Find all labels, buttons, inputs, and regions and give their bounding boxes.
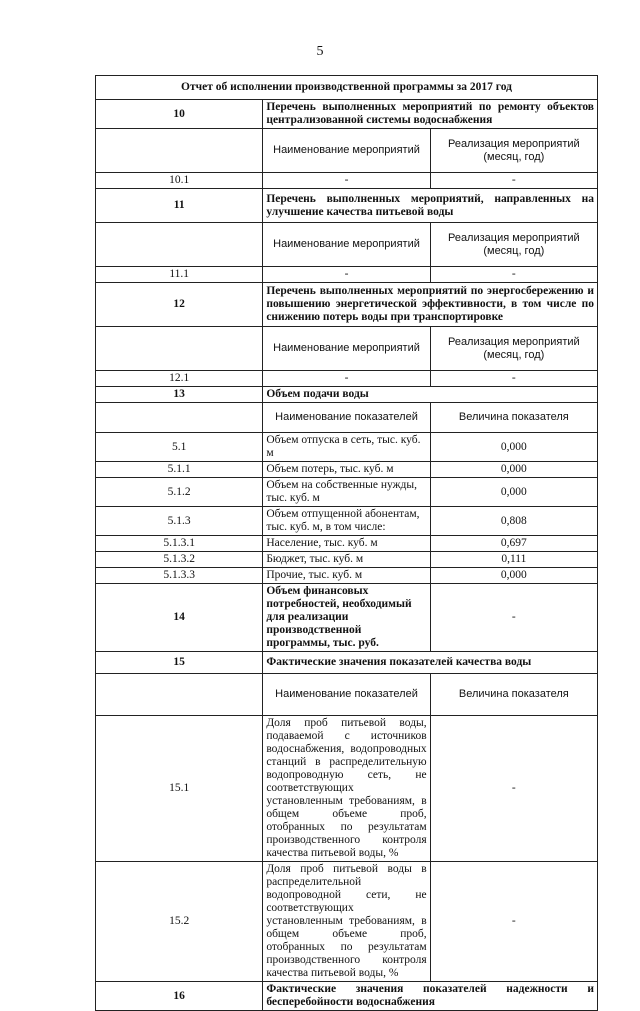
- header-row: [96, 129, 598, 173]
- section-row-16: [96, 982, 598, 1011]
- section-title: Объем подачи воды: [263, 387, 598, 403]
- header-measure-name: Наименование мероприятий: [263, 223, 430, 267]
- header-indicator-name: Наименование показателей: [263, 674, 430, 716]
- header-row: [96, 327, 598, 371]
- section-number: 13: [96, 387, 263, 403]
- row-number: 15.1: [96, 716, 263, 862]
- section-title: Объем финансовых потребностей, необходимый для реализации производственной программы, тыс. руб.: [263, 584, 430, 652]
- section-row-15: [96, 652, 598, 674]
- table-row: [96, 267, 598, 283]
- section-number: 10: [96, 100, 263, 129]
- section-number: 11: [96, 189, 263, 223]
- row-value: -: [430, 716, 597, 862]
- section-row-13: [96, 387, 598, 403]
- report-table: [95, 75, 598, 1011]
- section-row-14: [96, 584, 598, 652]
- section-title: Перечень выполненных мероприятий по энергосбережению и повышению энергетической эффективности, в том числе по снижению потерь воды при транспортировке: [263, 283, 598, 327]
- title-row: [96, 76, 598, 100]
- row-value: -: [430, 371, 597, 387]
- row-number: 5.1.2: [96, 478, 263, 507]
- section-number: 14: [96, 584, 263, 652]
- row-name: Бюджет, тыс. куб. м: [263, 552, 430, 568]
- row-value: 0,000: [430, 433, 597, 462]
- row-name: Доля проб питьевой воды, подаваемой с источников водоснабжения, водопроводных станций в распределительную водопроводную сеть, не соответствующих установленным требованиям, в общем объеме проб, отобранных по результатам производственного контроля качества питьевой воды, %: [263, 716, 430, 862]
- row-name: Доля проб питьевой воды в распределительной водопроводной сети, не соответствующих установленным требованиям, в общем объеме проб, отобранных по результатам производственного контроля качества питьевой воды, %: [263, 862, 430, 982]
- row-name: Население, тыс. куб. м: [263, 536, 430, 552]
- section-title: Перечень выполненных мероприятий, направленных на улучшение качества питьевой воды: [263, 189, 598, 223]
- header-row: [96, 223, 598, 267]
- table-row: [96, 536, 598, 552]
- section-value: -: [430, 584, 597, 652]
- row-name: -: [263, 267, 430, 283]
- row-value: -: [430, 862, 597, 982]
- row-number: 5.1.1: [96, 462, 263, 478]
- section-row-10: [96, 100, 598, 129]
- row-number: 5.1.3.1: [96, 536, 263, 552]
- row-value: -: [430, 267, 597, 283]
- section-number: 16: [96, 982, 263, 1011]
- table-row: [96, 507, 598, 536]
- row-number: 5.1.3.3: [96, 568, 263, 584]
- row-number: 5.1: [96, 433, 263, 462]
- row-name: Объем отпущенной абонентам, тыс. куб. м, в том числе:: [263, 507, 430, 536]
- header-indicator-value: Величина показателя: [430, 403, 597, 433]
- row-name: -: [263, 173, 430, 189]
- header-row: [96, 674, 598, 716]
- row-name: Прочие, тыс. куб. м: [263, 568, 430, 584]
- row-number: 5.1.3: [96, 507, 263, 536]
- section-title: Фактические значения показателей качества воды: [263, 652, 598, 674]
- table-row: [96, 173, 598, 189]
- row-value: 0,808: [430, 507, 597, 536]
- row-name: -: [263, 371, 430, 387]
- row-value: -: [430, 173, 597, 189]
- row-value: 0,697: [430, 536, 597, 552]
- header-indicator-name: Наименование показателей: [263, 403, 430, 433]
- table-row: [96, 478, 598, 507]
- section-title: Перечень выполненных мероприятий по ремонту объектов централизованной системы водоснабжения: [263, 100, 598, 129]
- row-value: 0,000: [430, 478, 597, 507]
- table-row: [96, 371, 598, 387]
- table-row: [96, 716, 598, 862]
- table-row: [96, 433, 598, 462]
- row-value: 0,000: [430, 568, 597, 584]
- report-title: Отчет об исполнении производственной программы за 2017 год: [96, 76, 598, 100]
- table-row: [96, 568, 598, 584]
- header-row: [96, 403, 598, 433]
- table-row: [96, 552, 598, 568]
- table-row: [96, 862, 598, 982]
- section-number: 15: [96, 652, 263, 674]
- header-realization: Реализация мероприятий (месяц, год): [430, 129, 597, 173]
- section-number: 12: [96, 283, 263, 327]
- header-realization: Реализация мероприятий (месяц, год): [430, 327, 597, 371]
- row-value: 0,111: [430, 552, 597, 568]
- section-row-11: [96, 189, 598, 223]
- row-name: Объем на собственные нужды, тыс. куб. м: [263, 478, 430, 507]
- page-number: 5: [316, 44, 324, 59]
- row-number: 10.1: [96, 173, 263, 189]
- header-indicator-value: Величина показателя: [430, 674, 597, 716]
- row-number: 15.2: [96, 862, 263, 982]
- row-number: 12.1: [96, 371, 263, 387]
- header-measure-name: Наименование мероприятий: [263, 327, 430, 371]
- row-number: 5.1.3.2: [96, 552, 263, 568]
- row-name: Объем потерь, тыс. куб. м: [263, 462, 430, 478]
- row-name: Объем отпуска в сеть, тыс. куб. м: [263, 433, 430, 462]
- table-row: [96, 462, 598, 478]
- row-value: 0,000: [430, 462, 597, 478]
- row-number: 11.1: [96, 267, 263, 283]
- header-realization: Реализация мероприятий (месяц, год): [430, 223, 597, 267]
- section-row-12: [96, 283, 598, 327]
- header-measure-name: Наименование мероприятий: [263, 129, 430, 173]
- section-title: Фактические значения показателей надежности и бесперебойности водоснабжения: [263, 982, 598, 1011]
